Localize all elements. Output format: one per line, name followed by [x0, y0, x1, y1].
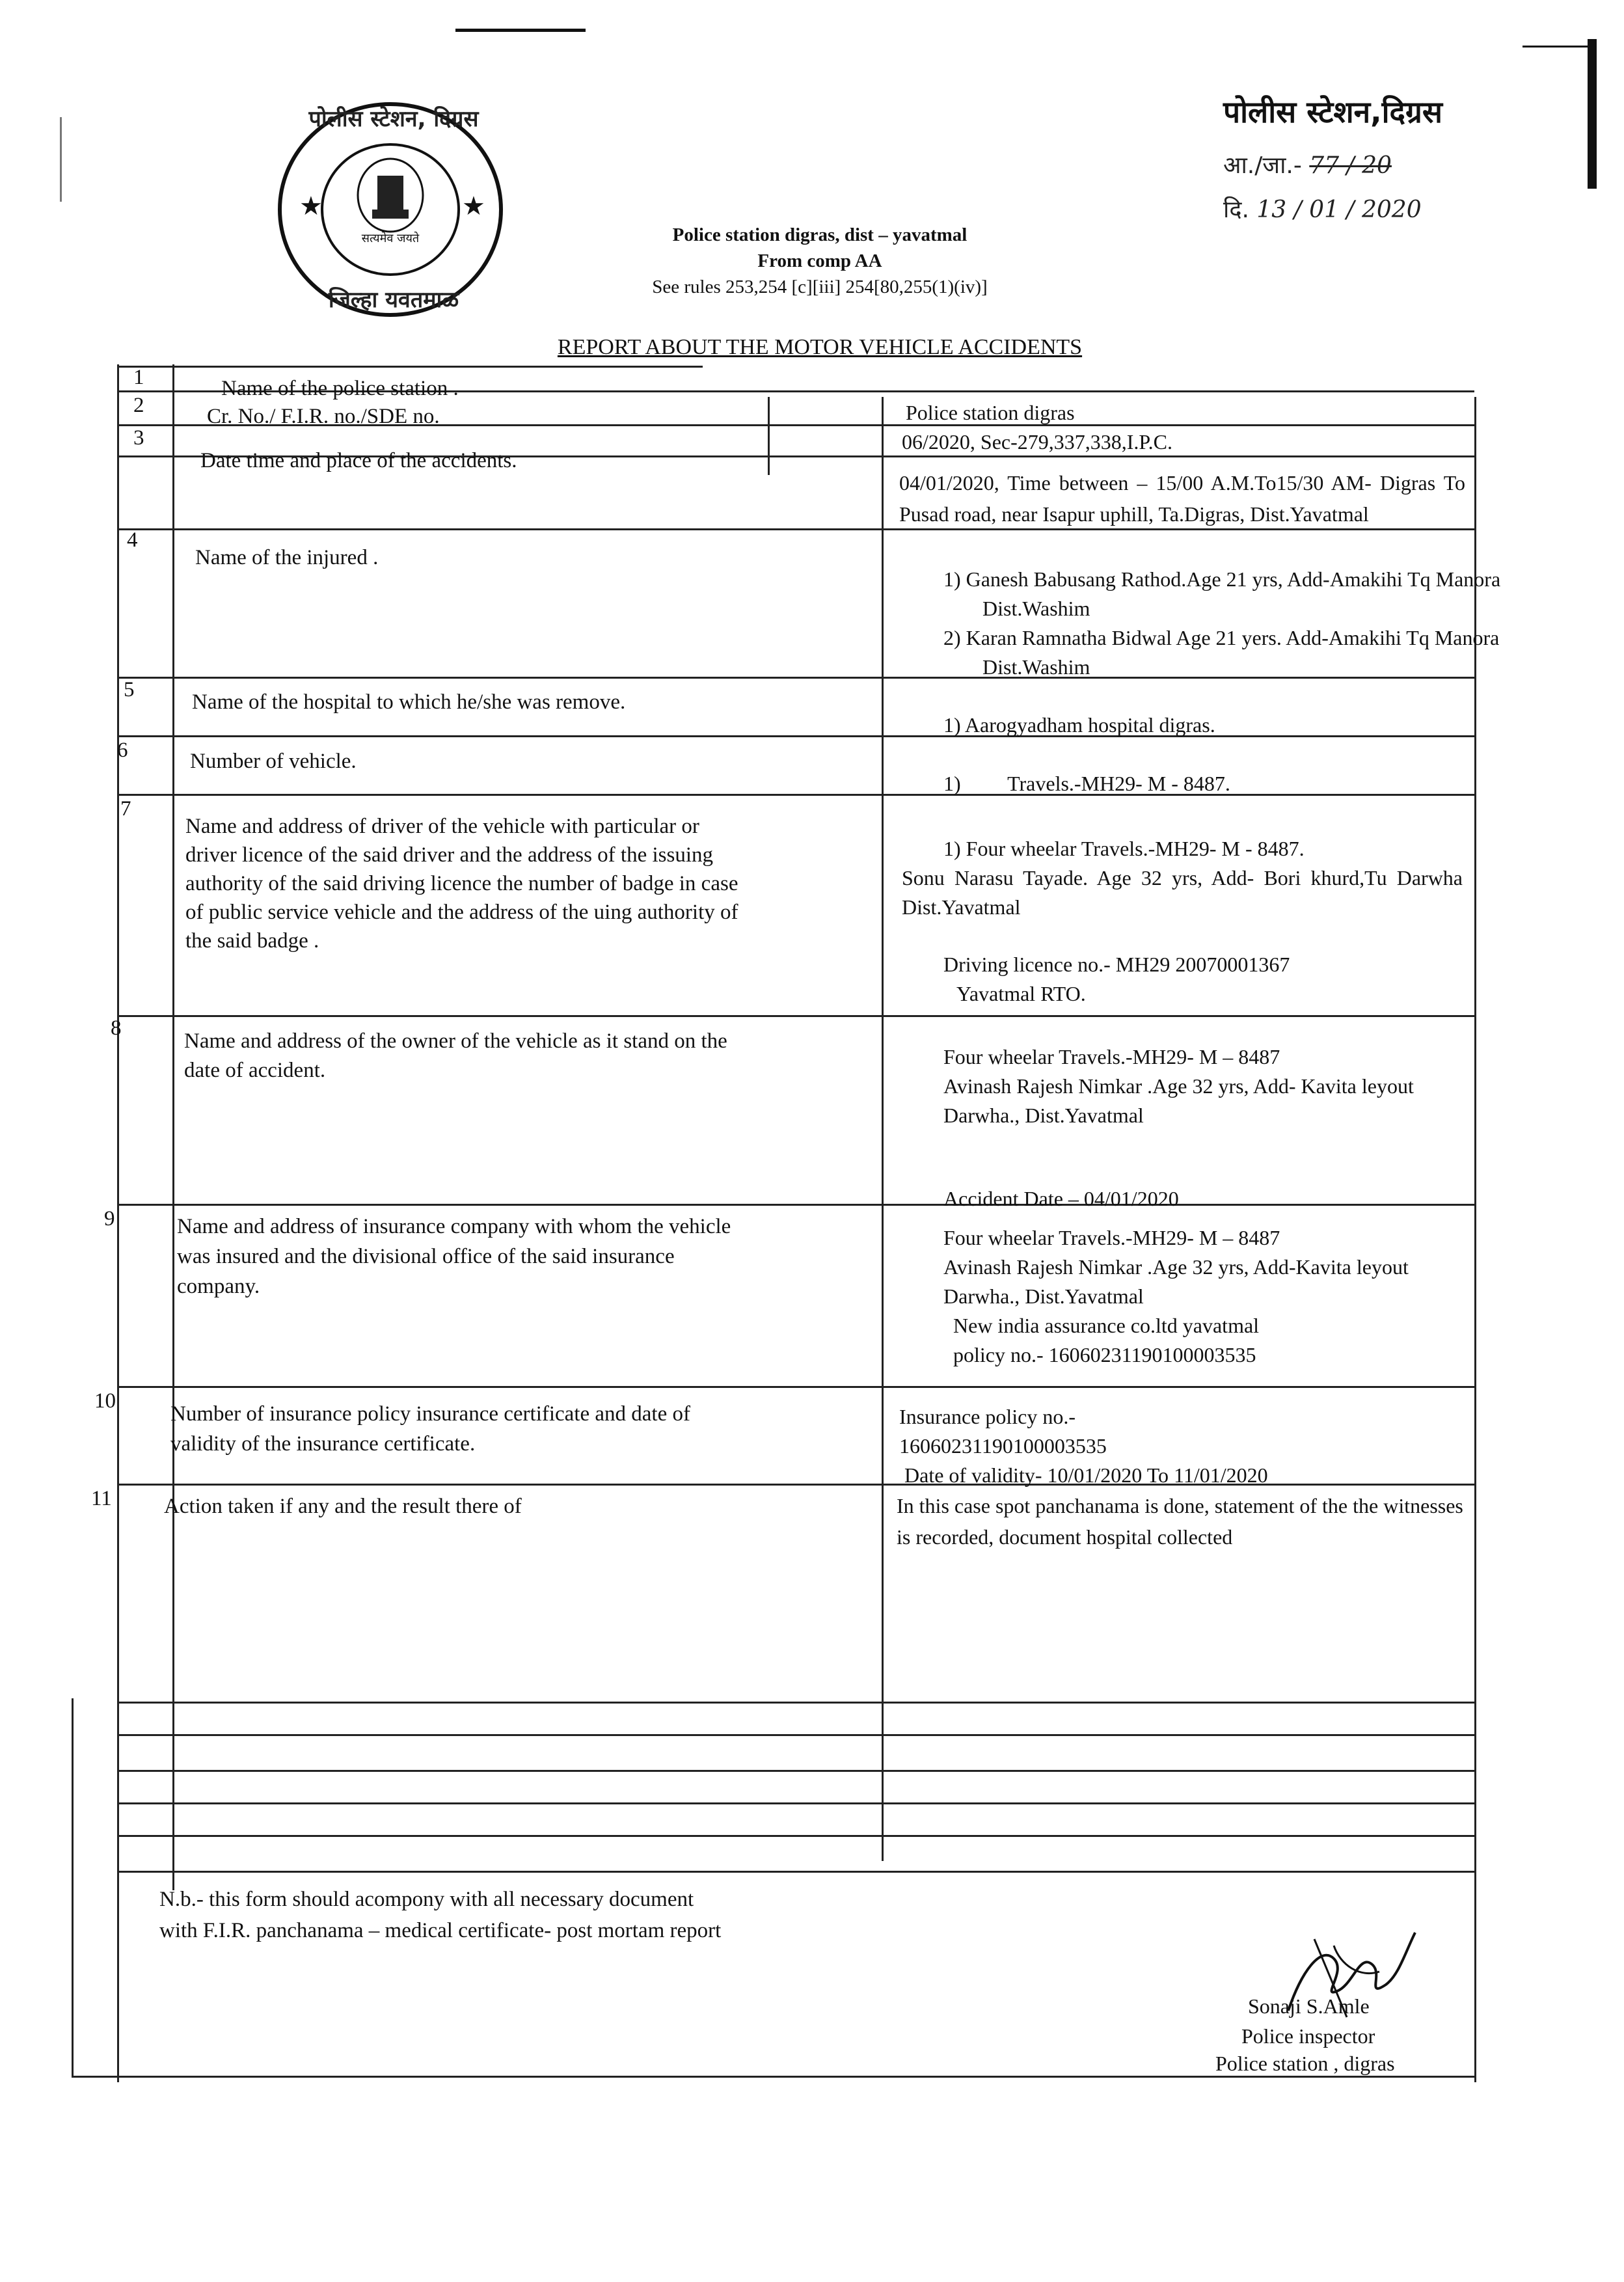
- signatory-title: Police inspector: [1241, 2024, 1375, 2048]
- seal-text-top: पोलीस स्टेशन, दिग्रस: [308, 106, 479, 132]
- answer-police-station: Police station digras: [906, 401, 1075, 424]
- hindi-ref-line1: [1223, 148, 1392, 180]
- answer-owner-name: Avinash Rajesh Nimkar .Age 32 yrs, Add- Kavita leyout Darwha., Dist.Yavatmal: [943, 1074, 1414, 1127]
- row-label: Name of the injured .: [195, 546, 379, 569]
- hindi-ref-line2: [1223, 193, 1422, 224]
- scan-mark-left: [60, 117, 62, 202]
- row-label: Name and address of the owner of the vehicle as it stand on the date of accident.: [184, 1029, 727, 1082]
- rule-blank-4: [117, 1802, 1474, 1804]
- answer-insurance-policy-number: 16060231190100003535: [899, 1434, 1107, 1458]
- handwritten-date: 13 / 01 / 2020: [1256, 197, 1422, 223]
- hindi-ref-label: आ./जा.-: [1223, 152, 1302, 179]
- svg-text:सत्यमेव जयते: सत्यमेव जयते: [361, 232, 420, 245]
- rule-top: [117, 366, 703, 368]
- row-number: 3: [133, 426, 144, 450]
- answer-vehicle-number: 1) Travels.-MH29- M - 8487.: [943, 772, 1230, 795]
- row-label: Name and address of driver of the vehicle with particular or driver licence of the said driver and the address of the issuing authority of the said driving licence the number of badge in case of public service vehicle and the address of the uing authority of the said badge .: [185, 815, 738, 953]
- row-number: 4: [127, 528, 138, 552]
- answer-owner-vehicle: Four wheelar Travels.-MH29- M – 8487: [943, 1045, 1280, 1068]
- rule-footer-top: [117, 1871, 1474, 1873]
- row-number: 5: [124, 678, 135, 701]
- table-left-border: [117, 364, 119, 2082]
- scan-mark-top: [455, 29, 586, 32]
- signatory-station: Police station , digras: [1215, 2052, 1395, 2075]
- rule-blank-1: [117, 1702, 1474, 1704]
- row-label: Cr. No./ F.I.R. no./SDE no.: [207, 405, 440, 428]
- answer-insurance-company: New india assurance co.ltd yavatmal: [953, 1314, 1260, 1337]
- scan-mark-right: [1588, 39, 1597, 189]
- answer-driver-name: Sonu Narasu Tayade. Age 32 yrs, Add- Bori khurd,Tu Darwha Dist.Yavatmal: [902, 866, 1463, 919]
- seal-text-bottom: जिल्हा यवतमाळ: [328, 287, 459, 313]
- row-label: Name of the police station .: [221, 377, 459, 400]
- answer-validity: Date of validity- 10/01/2020 To 11/01/2020: [904, 1463, 1268, 1487]
- row-label: Date time and place of the accidents.: [200, 449, 517, 472]
- answer-fir-number: 06/2020, Sec-279,337,338,I.P.C.: [902, 430, 1172, 454]
- footer-note: N.b.- this form should acompony with all necessary document with F.I.R. panchanama – medical certificate- post mortam report: [159, 1888, 722, 1942]
- report-title: REPORT ABOUT THE MOTOR VEHICLE ACCIDENTS: [557, 335, 1083, 359]
- row-label: Name of the hospital to which he/she was remove.: [192, 690, 626, 714]
- answer-action-taken: In this case spot panchanama is done, statement of the the witnesses is recorded, document hospital collected: [897, 1494, 1463, 1549]
- answer-injured-2: 2) Karan Ramnatha Bidwal Age 21 yers. Add-Amakihi Tq Manora Dist.Washim: [943, 626, 1500, 679]
- svg-text:★: ★: [299, 191, 323, 221]
- answer-insurance-vehicle: Four wheelar Travels.-MH29- M – 8487: [943, 1226, 1280, 1249]
- rule-blank-3: [117, 1770, 1474, 1772]
- row-number: 1: [133, 366, 144, 389]
- row-label: Action taken if any and the result there of: [164, 1495, 522, 1518]
- answer-insurance-owner: Avinash Rajesh Nimkar .Age 32 yrs, Add-Kavita leyout Darwha., Dist.Yavatmal: [943, 1255, 1409, 1308]
- svg-text:★: ★: [462, 191, 485, 221]
- row-number: 2: [133, 394, 144, 417]
- row-label: Number of vehicle.: [190, 750, 357, 773]
- answer-driving-licence: Driving licence no.- MH29 20070001367: [943, 953, 1290, 976]
- row-number: 8: [111, 1016, 122, 1040]
- row-label: Number of insurance policy insurance certificate and date of validity of the insurance certificate.: [170, 1402, 690, 1456]
- header-line-form: From comp AA: [757, 251, 882, 271]
- rule-r8: [117, 1015, 1474, 1017]
- answer-licence-rto: Yavatmal RTO.: [956, 982, 1086, 1005]
- hindi-date-label: दि.: [1223, 197, 1249, 223]
- answer-insurance-policy-label: Insurance policy no.-: [899, 1405, 1076, 1428]
- table-mid-divider-a: [768, 397, 770, 475]
- row-number: 7: [120, 797, 131, 821]
- answer-policy-number: policy no.- 16060231190100003535: [953, 1343, 1256, 1366]
- rule-blank-5: [117, 1835, 1474, 1837]
- row-number: 11: [91, 1487, 112, 1510]
- row-number: 6: [117, 739, 128, 762]
- scan-mark-right-line: [1522, 46, 1594, 48]
- row-number: 10: [94, 1389, 116, 1413]
- row-label: Name and address of insurance company with whom the vehicle was insured and the divisional office of the said insurance company.: [177, 1215, 731, 1298]
- police-seal: [273, 98, 508, 322]
- answer-injured-1: 1) Ganesh Babusang Rathod.Age 21 yrs, Add-Amakihi Tq Manora Dist.Washim: [943, 567, 1501, 620]
- answer-hospital: 1) Aarogyadham hospital digras.: [943, 713, 1215, 737]
- handwritten-ref-number: 77 / 20: [1309, 152, 1392, 179]
- table-outer-left-lower: [72, 1698, 74, 2076]
- answer-driver-vehicle: 1) Four wheelar Travels.-MH29- M - 8487.: [943, 837, 1305, 860]
- rule-r10: [117, 1386, 1474, 1388]
- header-line-rules: See rules 253,254 [c][iii] 254[80,255(1)(iv)]: [652, 277, 988, 297]
- rule-blank-2: [117, 1734, 1474, 1736]
- table-answer-divider: [882, 397, 884, 1861]
- signatory-name: Sonaji S.Amle: [1248, 1994, 1370, 2018]
- hindi-station-stamp: पोलीस स्टेशन,दिग्रस: [1223, 94, 1442, 129]
- answer-accident-date: Accident Date – 04/01/2020: [943, 1187, 1179, 1210]
- header-line-station: Police station digras, dist – yavatmal: [672, 224, 968, 245]
- row-number: 9: [104, 1207, 115, 1230]
- table-num-divider: [172, 364, 174, 1890]
- answer-date-time-place: 04/01/2020, Time between – 15/00 A.M.To15/30 AM- Digras To Pusad road, near Isapur uphill, Ta.Digras, Dist.Yavatmal: [899, 471, 1465, 526]
